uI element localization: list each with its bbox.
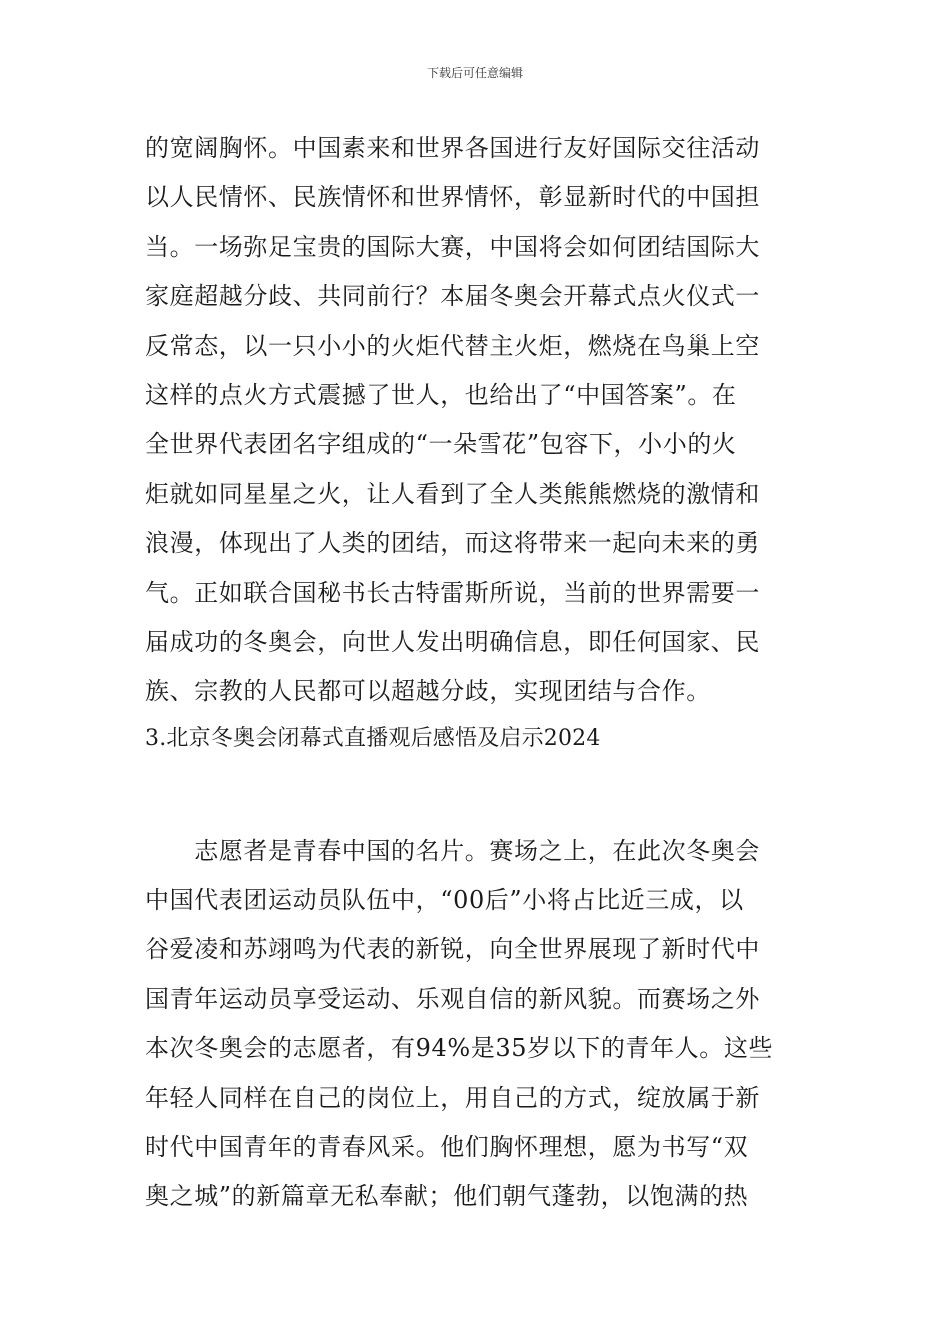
paragraph-2 (145, 831, 810, 1217)
document-body (145, 128, 810, 1226)
text-line: 国青年运动员享受运动、乐观自信的新风貌。而赛场之外 (145, 984, 760, 1013)
text-line: 这样的点火方式震撼了世人，也给出了“中国答案”。在 (145, 380, 737, 409)
paragraph-1 (145, 128, 810, 711)
text-line: 以人民情怀、民族情怀和世界情怀，彰显新时代的中国担 (145, 183, 760, 212)
page-header: 下载后可任意编辑 (426, 66, 523, 80)
text-line: 族、宗教的人民都可以超越分歧，实现团结与合作。 (145, 677, 711, 706)
text-line: 全世界代表团名字组成的“一朵雪花”包容下，小小的火 (145, 430, 737, 459)
text-line: 气。正如联合国秘书长古特雷斯所说，当前的世界需要一 (145, 578, 760, 607)
text-line: 奥之城”的新篇章无私奉献；他们朝气蓬勃，以饱满的热 (145, 1182, 749, 1211)
text-line: 年轻人同样在自己的岗位上，用自己的方式，绽放属于新 (145, 1083, 760, 1112)
text-line: 当。一场弥足宝贵的国际大赛，中国将会如何团结国际大 (145, 232, 760, 261)
paragraph-gap (145, 757, 810, 831)
text-line: 志愿者是青春中国的名片。赛场之上，在此次冬奥会 (145, 836, 760, 865)
text-line: 届成功的冬奥会，向世人发出明确信息，即任何国家、民 (145, 627, 760, 656)
text-line: 时代中国青年的青春风采。他们胸怀理想，愿为书写“双 (145, 1133, 749, 1162)
text-line: 的宽阔胸怀。中国素来和世界各国进行友好国际交往活动 (145, 134, 760, 162)
text-line: 本次冬奥会的志愿者，有94%是35岁以下的青年人。这些 (145, 1034, 774, 1063)
text-line: 浪漫，体现出了人类的团结，而这将带来一起向未来的勇 (145, 529, 760, 558)
section-heading: 3.北京冬奥会闭幕式直播观后感悟及启示2024 (145, 725, 601, 751)
text-line: 中国代表团运动员队伍中，“00后”小将占比近三成，以 (145, 886, 744, 915)
text-line: 反常态，以一只小小的火炬代替主火炬，燃烧在鸟巢上空 (145, 331, 760, 360)
text-line: 家庭超越分歧、共同前行？本届冬奥会开幕式点火仪式一 (145, 282, 760, 311)
text-line: 谷爱凌和苏翊鸣为代表的新锐，向全世界展现了新时代中 (145, 935, 760, 964)
text-line: 炬就如同星星之火，让人看到了全人类熊熊燃烧的激情和 (145, 479, 760, 508)
